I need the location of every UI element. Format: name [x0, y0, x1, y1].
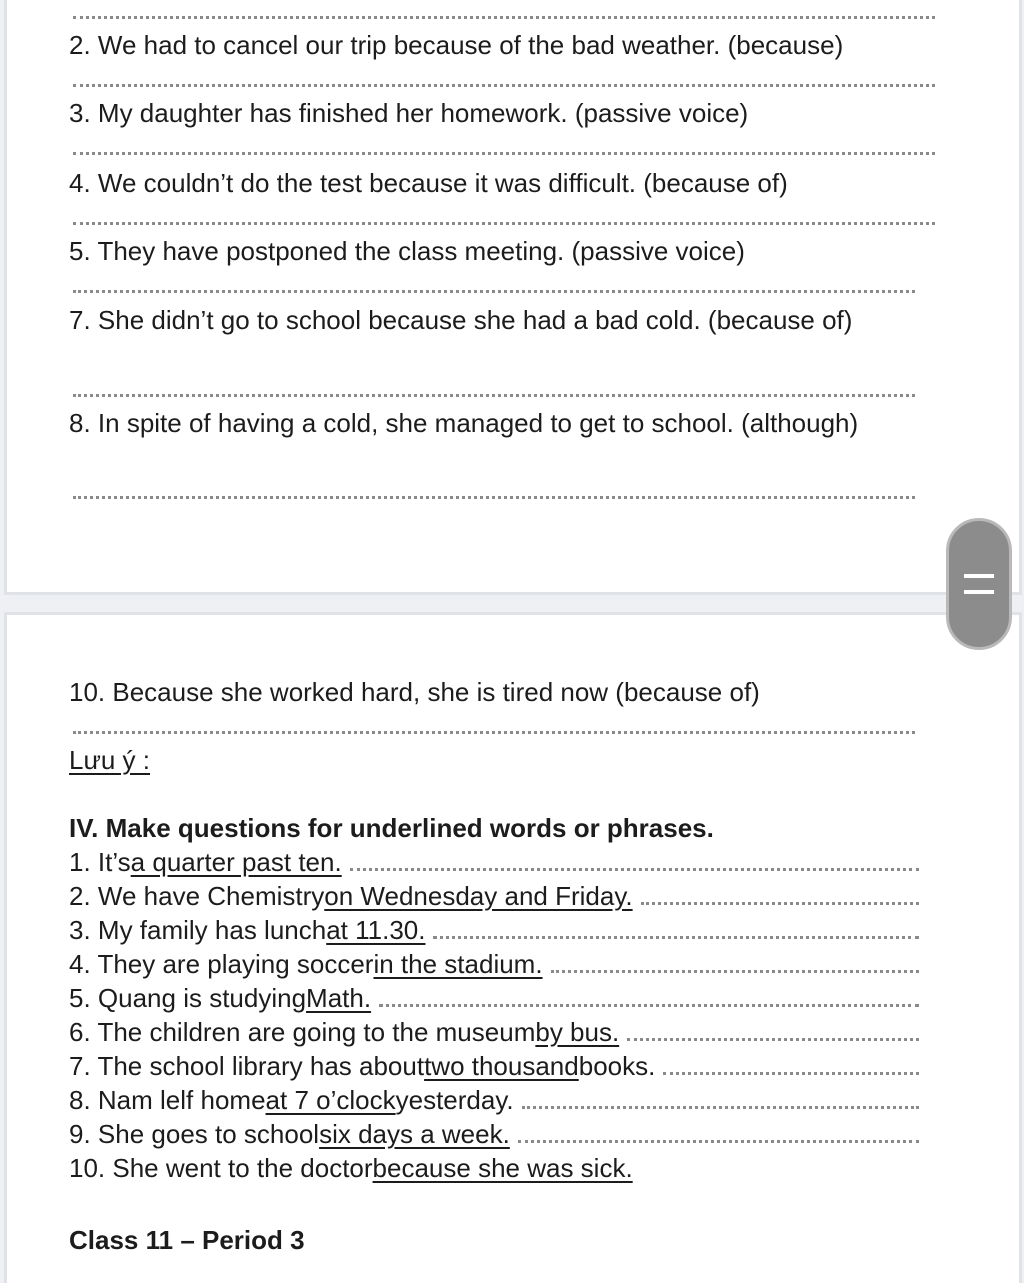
item-text-after: yesterday. [395, 1085, 514, 1115]
answer-dots [627, 1038, 919, 1041]
answer-line-2 [73, 84, 935, 87]
item-text: 7. The school library has about [69, 1051, 425, 1081]
item-text: 5. Quang is studying [69, 983, 307, 1013]
question-7: 7. She didn’t go to school because she had a bad cold. (because of) [69, 305, 853, 335]
item-text: 1. It’s [69, 847, 131, 877]
item-text: 10. She went to the doctor [69, 1153, 373, 1183]
question-8: 8. In spite of having a cold, she managed to get to school. (although) [69, 408, 859, 438]
answer-line-5 [73, 290, 915, 293]
item-text: 2. We have Chemistry [69, 881, 325, 911]
item-text: 6. The children are going to the museum [69, 1017, 536, 1047]
worksheet-page-lower [4, 612, 1022, 1283]
list-item [69, 1151, 919, 1185]
answer-dots [522, 1106, 919, 1109]
page-scroll-handle[interactable] [946, 518, 1012, 650]
answer-line-10 [73, 731, 915, 734]
underlined-phrase: two thousand [424, 1051, 579, 1081]
item-text: 9. She goes to school [69, 1119, 320, 1149]
answer-dots [433, 936, 919, 939]
underlined-phrase: in the stadium. [373, 949, 543, 979]
question-4: 4. We couldn’t do the test because it was difficult. (because of) [69, 168, 788, 198]
list-item [69, 947, 919, 981]
list-item [69, 981, 919, 1015]
list-item [69, 879, 919, 913]
answer-line [73, 16, 935, 19]
class-period-title: Class 11 – Period 3 [69, 1225, 305, 1255]
list-item [69, 1117, 919, 1151]
list-item [69, 1083, 919, 1117]
underlined-phrase: on Wednesday and Friday. [324, 881, 633, 911]
underlined-phrase: because she was sick. [372, 1153, 633, 1183]
answer-line-4 [73, 222, 935, 225]
item-text-after: books. [578, 1051, 656, 1081]
list-item [69, 1049, 919, 1083]
answer-dots [551, 970, 919, 973]
underlined-phrase: by bus. [535, 1017, 620, 1047]
answer-line-7 [73, 394, 915, 397]
note-label: Lưu ý : [69, 745, 150, 775]
underlined-phrase: at 11.30. [326, 915, 426, 945]
underlined-phrase: Math. [306, 983, 372, 1013]
answer-dots [663, 1072, 919, 1075]
list-item [69, 1015, 919, 1049]
worksheet-page-upper [4, 0, 1022, 595]
answer-dots [518, 1140, 919, 1143]
question-2: 2. We had to cancel our trip because of the bad weather. (because) [69, 30, 844, 60]
question-10: 10. Because she worked hard, she is tired now (because of) [69, 677, 760, 707]
list-item [69, 845, 919, 879]
item-text: 8. Nam lelf home [69, 1085, 266, 1115]
answer-dots [641, 902, 919, 905]
question-5: 5. They have postponed the class meeting. (passive voice) [69, 236, 745, 266]
answer-line-8 [73, 496, 915, 499]
underlined-phrase: a quarter past ten. [130, 847, 342, 877]
section-heading: IV. Make questions for underlined words or phrases. [69, 813, 714, 843]
grip-icon [964, 574, 994, 594]
item-text: 4. They are playing soccer [69, 949, 374, 979]
question-3: 3. My daughter has finished her homework. (passive voice) [69, 98, 749, 128]
answer-dots [379, 1004, 919, 1007]
underlined-phrase: at 7 o’clock [265, 1085, 396, 1115]
underlined-phrase: six days a week. [319, 1119, 510, 1149]
answer-line-3 [73, 152, 935, 155]
list-item [69, 913, 919, 947]
answer-dots [350, 868, 919, 871]
item-text: 3. My family has lunch [69, 915, 327, 945]
